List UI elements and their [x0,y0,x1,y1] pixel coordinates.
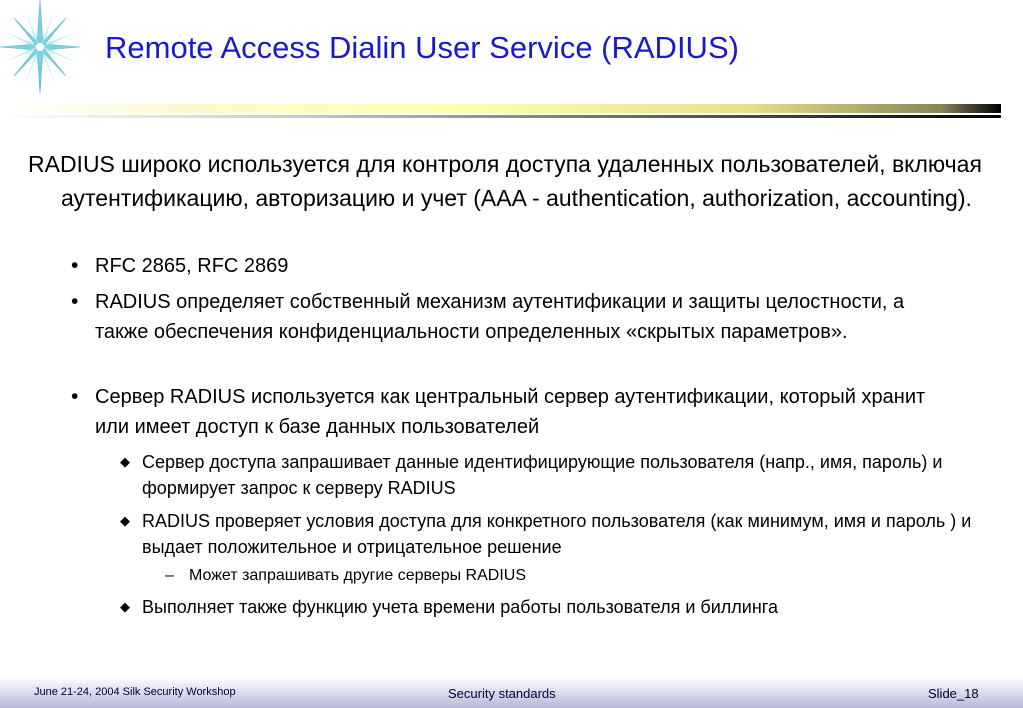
sub-bullet-text: RADIUS проверяет условия доступа для конкретного пользователя (как минимум, имя и пароль ) и выдает положительное и отрицательное решение [142,511,972,557]
sub-sub-bullet-item [165,564,965,588]
bullet-dot: • [71,254,79,277]
bullet-item-mechanism [71,287,971,347]
bullet-text: Сервер RADIUS используется как центральный сервер аутентификации, который хранит или имеет доступ к базе данных пользователей [95,386,926,438]
diamond-bullet-icon: ◆ [120,599,130,614]
bullet-item-server [71,382,971,442]
bullet-text: RADIUS определяет собственный механизм аутентификации и защиты целостности, а также обеспечения конфиденциальности определенных «скрытых параметров». [95,291,905,343]
sub-bullet-text: Выполняет также функцию учета времени работы пользователя и биллинга [142,597,778,617]
footer-topic: Security standards [448,686,556,701]
footer-slide-number: Slide_18 [928,686,979,701]
bullet-dot: • [71,290,79,313]
intro-paragraph: RADIUS широко используется для контроля доступа удаленных пользователей, включая аутентификацию, авторизацию и учет (AAA - authentication, authorization, accounting). [28,151,982,211]
sub-bullet-item-access-server [120,449,1000,501]
title-underline-rule [0,115,1001,118]
footer-event: June 21-24, 2004 Silk Security Workshop [34,686,236,698]
sub-bullet-item-accounting [120,594,1000,620]
slide-title: Remote Access Dialin User Service (RADIUS) [105,30,739,65]
title-underline-bar [0,104,1001,113]
sub-sub-bullet-text: Может запрашивать другие серверы RADIUS [189,567,526,584]
star-burst-icon [0,0,100,100]
bullet-item-rfc [71,251,971,281]
diamond-bullet-icon: ◆ [120,454,130,469]
sub-bullet-text: Сервер доступа запрашивает данные идентифицирующие пользователя (напр., имя, пароль) и формирует запрос к серверу RADIUS [142,452,943,498]
bullet-text: RFC 2865, RFC 2869 [95,255,289,277]
dash-bullet: – [165,567,174,584]
sub-bullet-item-radius-check [120,508,1000,560]
bullet-dot: • [71,385,79,408]
diamond-bullet-icon: ◆ [120,513,130,528]
